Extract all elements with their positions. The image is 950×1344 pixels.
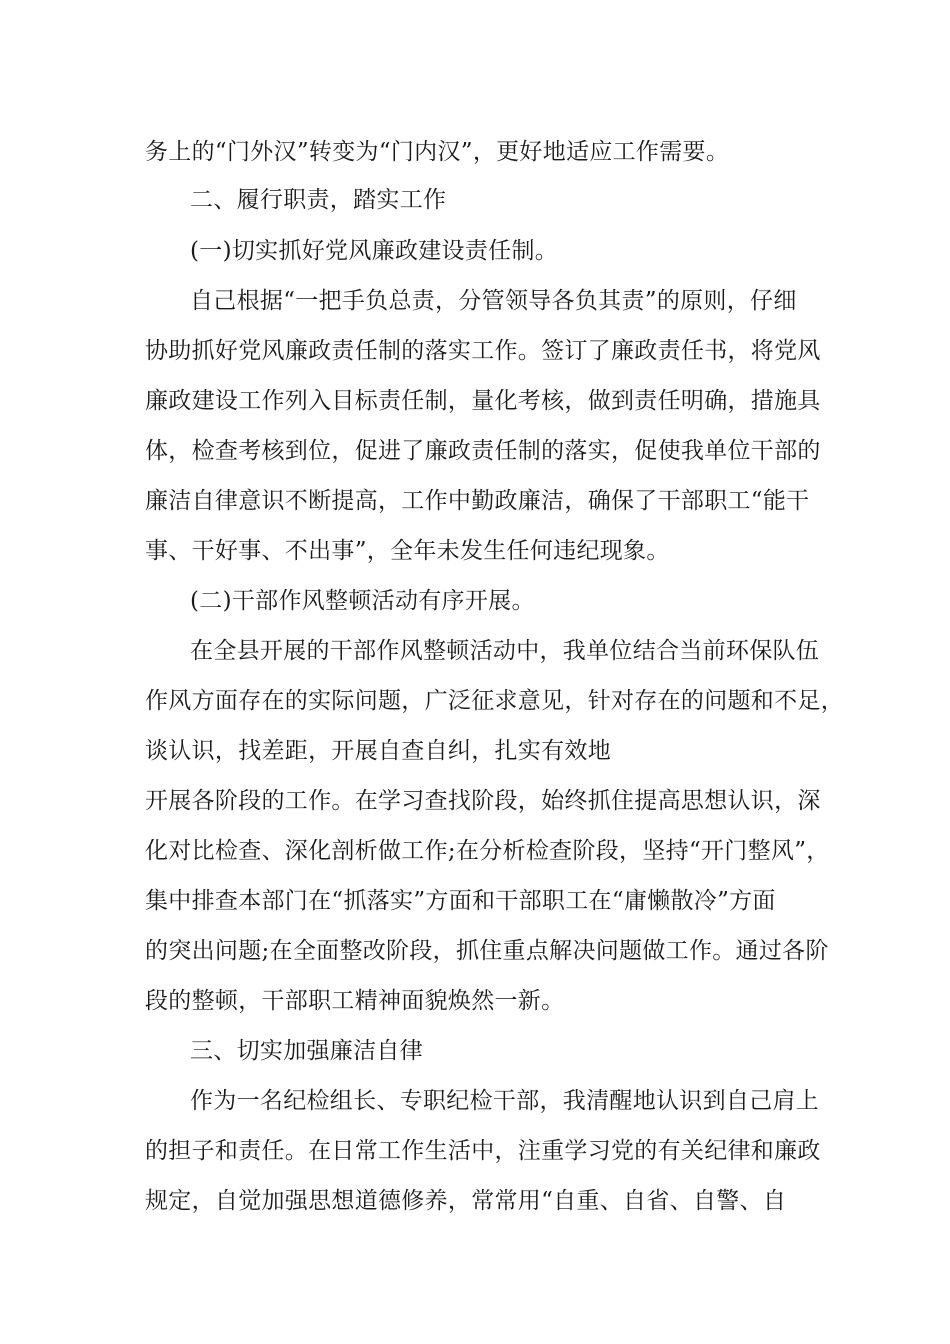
paragraph-first-line: 作为一名纪检组长、专职纪检干部，我清醒地认识到自己肩上 — [190, 1088, 820, 1114]
paragraph-first-line: 在全县开展的干部作风整顿活动中，我单位结合当前环保队伍 — [190, 638, 820, 664]
text-line: 规定，自觉加强思想道德修养，常常用“自重、自省、自警、自 — [145, 1188, 787, 1214]
text-line: 协助抓好党风廉政责任制的落实工作。签订了廉政责任书，将党风 — [145, 338, 821, 364]
text-line: 廉政建设工作列入目标责任制，量化考核，做到责任明确，措施具 — [145, 388, 821, 414]
subsection-heading: (一)切实抓好党风廉政建设责任制。 — [190, 238, 559, 264]
paragraph-first-line: 自己根据“一把手负总责，分管领导各负其责”的原则，仔细 — [190, 288, 797, 314]
text-line: 的突出问题;在全面整改阶段，抓住重点解决问题做工作。通过各阶 — [145, 938, 829, 964]
text-line: 务上的“门外汉”转变为“门内汉”，更好地适应工作需要。 — [145, 139, 730, 165]
text-line: 段的整顿，干部职工精神面貌焕然一新。 — [145, 988, 565, 1014]
text-line: 谈认识，找差距，开展自查自纠，扎实有效地 — [145, 738, 611, 764]
text-line: 事、干好事、不出事”，全年未发生任何违纪现象。 — [145, 538, 670, 564]
text-line: 化对比检查、深化剖析做工作;在分析检查阶段，坚持“开门整风”， — [145, 838, 830, 864]
text-line: 集中排查本部门在“抓落实”方面和干部职工在“庸懒散冷”方面 — [145, 888, 776, 914]
text-line: 廉洁自律意识不断提高，工作中勤政廉洁，确保了干部职工“能干 — [145, 488, 810, 514]
text-line: 开展各阶段的工作。在学习查找阶段，始终抓住提高思想认识，深 — [145, 788, 821, 814]
text-line: 的担子和责任。在日常工作生活中，注重学习党的有关纪律和廉政 — [145, 1138, 821, 1164]
subsection-heading: (二)干部作风整顿活动有序开展。 — [190, 588, 535, 614]
section-heading: 三、切实加强廉洁自律 — [190, 1038, 423, 1064]
text-line: 体，检查考核到位，促进了廉政责任制的落实，促使我单位干部的 — [145, 438, 821, 464]
section-heading: 二、履行职责，踏实工作 — [190, 187, 447, 213]
text-line: 作风方面存在的实际问题，广泛征求意见，针对存在的问题和不足， — [145, 688, 844, 714]
